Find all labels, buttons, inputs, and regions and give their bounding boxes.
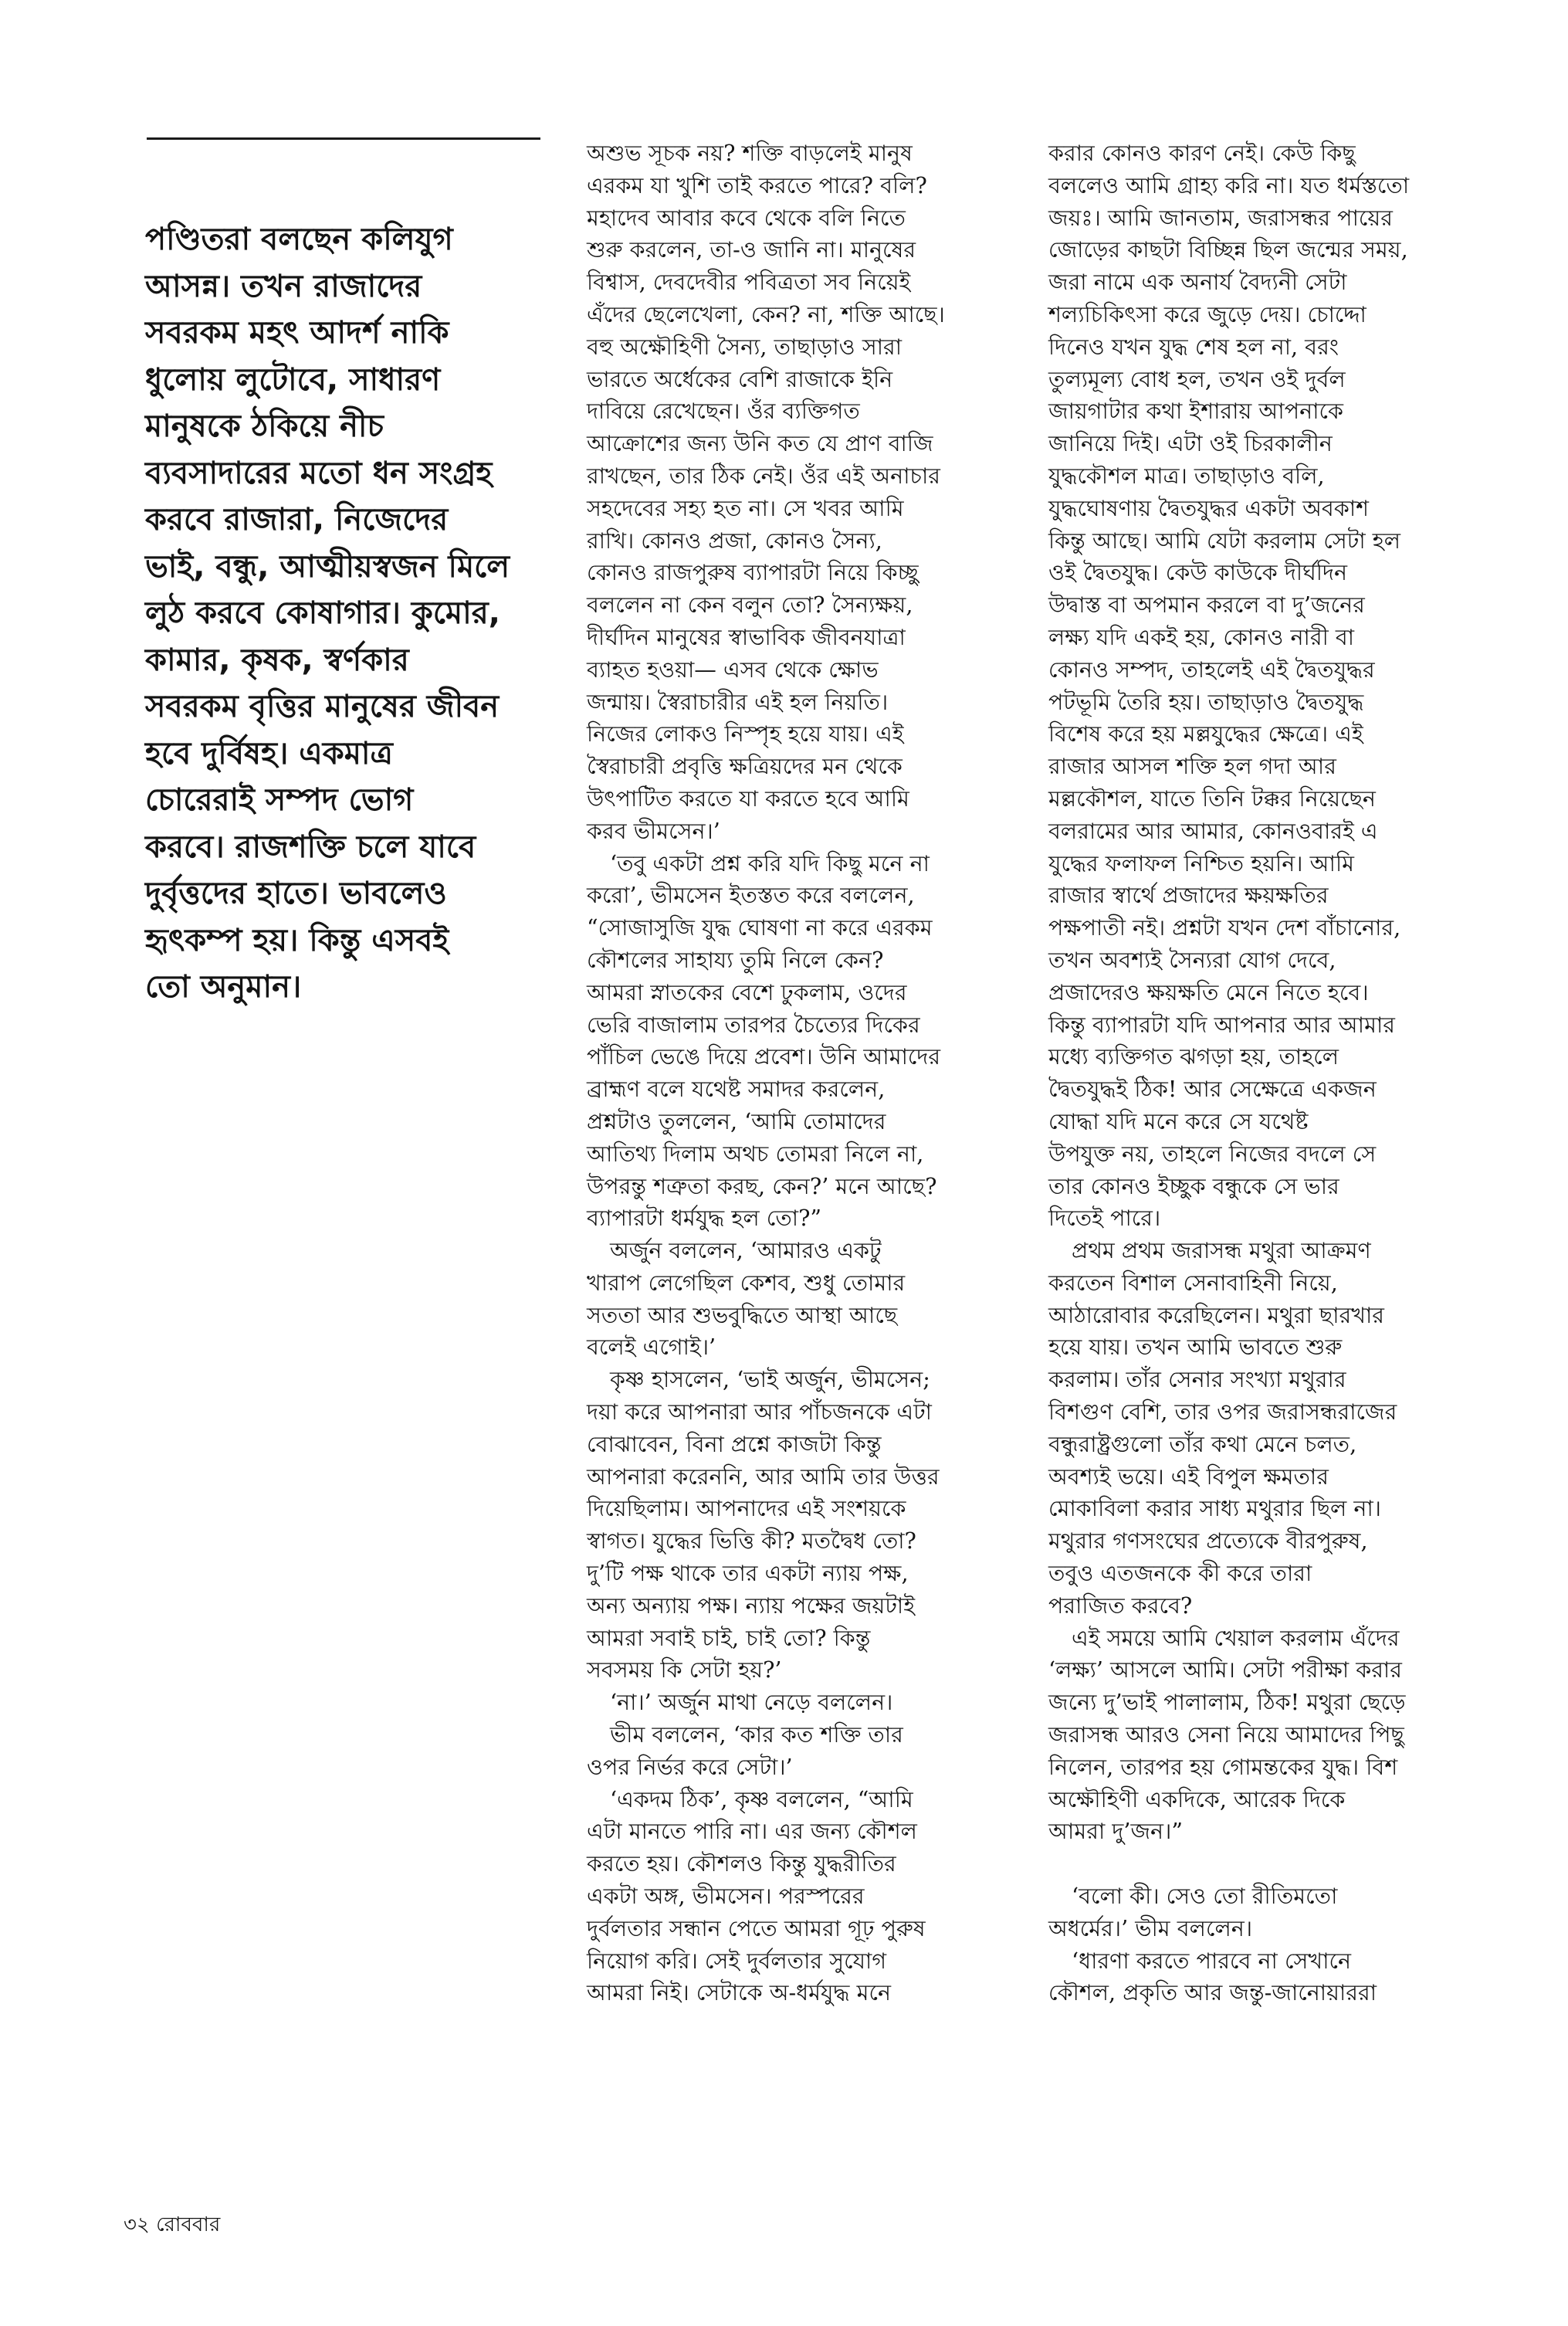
paragraph: অশুভ সূচক নয়? শক্তি বাড়লেই মানুষ এরকম যা খুশি তাই করতে পারে? বলি? মহাদেব আবার কবে থেকে বলি নিতে শুরু করলেন, তা-ও জানি না। মানুষের বিশ্বাস, দেবদেবীর পবিত্রতা সব নিয়েই এঁদের ছেলেখেলা, কেন? না, শক্তি আছে। বহু অক্ষৌহিণী সৈন্য, তাছাড়াও সারা ভারতে অর্ধেকের বেশি রাজাকে ইনি দাবিয়ে রেখেছেন। ওঁর ব্যক্তিগত আক্রোশের জন্য উনি কত যে প্রাণ বাজি রাখছেন, তার ঠিক নেই। ওঁর এই অনাচার সহদেবের সহ্য হত না। সে খবর আমি রাখি। কোনও প্রজা, কোনও সৈন্য, কোনও রাজপুরুষ ব্যাপারটা নিয়ে কিচ্ছু বললেন না কেন বলুন তো? সৈন্যক্ষয়, দীর্ঘদিন মানুষের স্বাভাবিক জীবনযাত্রা ব্যাহত হওয়া— এসব থেকে ক্ষোভ জন্মায়। স্বৈরাচারীর এই হল নিয়তি। নিজের লোকও নিস্পৃহ হয়ে যায়। এই স্বৈরাচারী প্রবৃত্তি ক্ষত্রিয়দের মন থেকে উৎপাটিত করতে যা করতে হবে আমি করব ভীমসেন।’	[587, 140, 945, 844]
top-rule	[147, 137, 540, 140]
paragraph: ‘একদম ঠিক’, কৃষ্ণ বললেন, “আমি এটা মানতে পারি না। এর জন্য কৌশল করতে হয়। কৌশলও কিন্তু যুদ্ধরীতির একটা অঙ্গ, ভীমসেন। পরস্পরের দুর্বলতার সন্ধান পেতে আমরা গূঢ় পুরুষ নিয়োগ করি। সেই দুর্বলতার সুযোগ আমরা নিই। সেটাকে অ-ধর্মযুদ্ধ মনে	[587, 1785, 926, 2006]
paragraph: ভীম বললেন, ‘কার কত শক্তি তার ওপর নির্ভর করে সেটা।’	[587, 1721, 903, 1780]
paragraph: প্রথম প্রথম জরাসন্ধ মথুরা আক্রমণ করতেন বিশাল সেনাবাহিনী নিয়ে, আঠারোবার করেছিলেন। মথুরা ছারখার হয়ে যায়। তখন আমি ভাবতে শুরু করলাম। তাঁর সেনার সংখ্যা মথুরার বিশগুণ বেশি, তার ওপর জরাসন্ধরাজের বন্ধুরাষ্ট্রগুলো তাঁর কথা মেনে চলত, অবশ্যই ভয়ে। এই বিপুল ক্ষমতার মোকাবিলা করার সাধ্য মথুরার ছিল না। মথুরার গণসংঘের প্রত্যেকে বীরপুরুষ, তবুও এতজনকে কী করে তারা পরাজিত করবে?	[1048, 1237, 1397, 1619]
paragraph: অর্জুন বললেন, ‘আমারও একটু খারাপ লেগেছিল কেশব, শুধু তোমার সততা আর শুভবুদ্ধিতে আস্থা আছে বলেই এগোই।’	[587, 1237, 906, 1361]
page-folio: ৩২ রোববার	[124, 2213, 221, 2236]
paragraph: করার কোনও কারণ নেই। কেউ কিছু বললেও আমি গ্রাহ্য করি না। যত ধর্মস্ততো জয়ঃ। আমি জানতাম, জরাসন্ধর পায়ের জোড়ের কাছটা বিচ্ছিন্ন ছিল জন্মের সময়, জরা নামে এক অনার্য বৈদ্যনী সেটা শল্যচিকিৎসা করে জুড়ে দেয়। চোদ্দো দিনেও যখন যুদ্ধ শেষ হল না, বরং তুল্যমূল্য বোধ হল, তখন ওই দুর্বল জায়গাটার কথা ইশারায় আপনাকে জানিয়ে দিই। এটা ওই চিরকালীন যুদ্ধকৌশল মাত্র। তাছাড়াও বলি, যুদ্ধঘোষণায় দ্বৈতযুদ্ধর একটা অবকাশ কিন্তু আছে। আমি যেটা করলাম সেটা হল ওই দ্বৈতযুদ্ধ। কেউ কাউকে দীর্ঘদিন উদ্বাস্ত বা অপমান করলে বা দু’জনের লক্ষ্য যদি একই হয়, কোনও নারী বা কোনও সম্পদ, তাহলেই এই দ্বৈতযুদ্ধর পটভূমি তৈরি হয়। তাছাড়াও দ্বৈতযুদ্ধ বিশেষ করে হয় মল্লযুদ্ধের ক্ষেত্রে। এই রাজার আসল শক্তি হল গদা আর মল্লকৌশল, যাতে তিনি টক্কর নিয়েছেন বলরামের আর আমার, কোনওবারই এ যুদ্ধের ফলাফল নিশ্চিত হয়নি। আমি রাজার স্বার্থে প্রজাদের ক্ষয়ক্ষতির পক্ষপাতী নই। প্রশ্নটা যখন দেশ বাঁচানোর, তখন অবশ্যই সৈন্যরা যোগ দেবে, প্রজাদেরও ক্ষয়ক্ষতি মেনে নিতে হবে। কিন্তু ব্যাপারটা যদি আপনার আর আমার মধ্যে ব্যক্তিগত ঝগড়া হয়, তাহলে দ্বৈতযুদ্ধই ঠিক! আর সেক্ষেত্রে একজন যোদ্ধা যদি মনে করে সে যথেষ্ট উপযুক্ত নয়, তাহলে নিজের বদলে সে তার কোনও ইচ্ছুক বন্ধুকে সে ভার দিতেই পারে।	[1048, 140, 1410, 1232]
paragraph: ‘না।’ অর্জুন মাথা নেড়ে বললেন।	[610, 1689, 893, 1716]
paragraph: এই সময়ে আমি খেয়াল করলাম এঁদের ‘লক্ষ্য’ আসলে আমি। সেটা পরীক্ষা করার জন্যে দু’ভাই পালালাম, ঠিক! মথুরা ছেড়ে জরাসন্ধ আরও সেনা নিয়ে আমাদের পিছু নিলেন, তারপর হয় গোমন্তকের যুদ্ধ। বিশ অক্ষৌহিণী একদিকে, আরেক দিকে আমরা দু’জন।”	[1048, 1624, 1406, 1845]
paragraph: ‘ধারণা করতে পারবে না সেখানে কৌশল, প্রকৃতি আর জন্তু-জানোয়াররা	[1048, 1947, 1377, 2006]
paragraph: ‘বলো কী। সেও তো রীতিমতো অধর্মের।’ ভীম বললেন।	[1048, 1883, 1338, 1941]
paragraph: ‘তবু একটা প্রশ্ন করি যদি কিছু মনে না করো’, ভীমসেন ইতস্তত করে বললেন, “সোজাসুজি যুদ্ধ ঘোষণা না করে এরকম কৌশলের সাহায্য তুমি নিলে কেন? আমরা স্নাতকের বেশে ঢুকলাম, ওদের ভেরি বাজালাম তারপর চৈত্যের দিকের পাঁচিল ভেঙে দিয়ে প্রবেশ। উনি আমাদের ব্রাহ্মণ বলে যথেষ্ট সমাদর করলেন, প্রশ্নটাও তুললেন, ‘আমি তোমাদের আতিথ্য দিলাম অথচ তোমরা নিলে না, উপরন্তু শত্রুতা করছ, কেন?’ মনে আছে? ব্যাপারটা ধর্মযুদ্ধ হল তো?”	[587, 849, 941, 1232]
text-column-1	[587, 137, 1035, 2009]
pull-quote: পণ্ডিতরা বলছেন কলিযুগ আসন্ন। তখন রাজাদের সবরকম মহৎ আদর্শ নাকি ধুলোয় লুটোবে, সাধারণ মানুষকে ঠকিয়ে নীচ ব্যবসাদারের মতো ধন সংগ্রহ করবে রাজারা, নিজেদের ভাই, বন্ধু, আত্মীয়স্বজন মিলে লুঠ করবে কোষাগার। কুমোর, কামার, কৃষক, স্বর্ণকার সবরকম বৃত্তির মানুষের জীবন হবে দুর্বিষহ। একমাত্র চোরেরাই সম্পদ ভোগ করবে। রাজশক্তি চলে যাবে দুর্বৃত্তদের হাতে। ভাবলেও হৃৎকম্প হয়। কিন্তু এসবই তো অনুমান।	[145, 222, 510, 1005]
paragraph: কৃষ্ণ হাসলেন, ‘ভাই অর্জুন, ভীমসেন; দয়া করে আপনারা আর পাঁচজনকে এটা বোঝাবেন, বিনা প্রশ্নে কাজটা কিন্তু আপনারা করেননি, আর আমি তার উত্তর দিয়েছিলাম। আপনাদের এই সংশয়কে স্বাগত। যুদ্ধের ভিত্তি কী? মতদ্বৈধ তো? দু’টি পক্ষ থাকে তার একটা ন্যায় পক্ষ, অন্য অন্যায় পক্ষ। ন্যায় পক্ষের জয়টাই আমরা সবাই চাই, চাই তো? কিন্তু সবসময় কি সেটা হয়?’	[587, 1366, 940, 1683]
text-column-2	[1048, 137, 1496, 2009]
